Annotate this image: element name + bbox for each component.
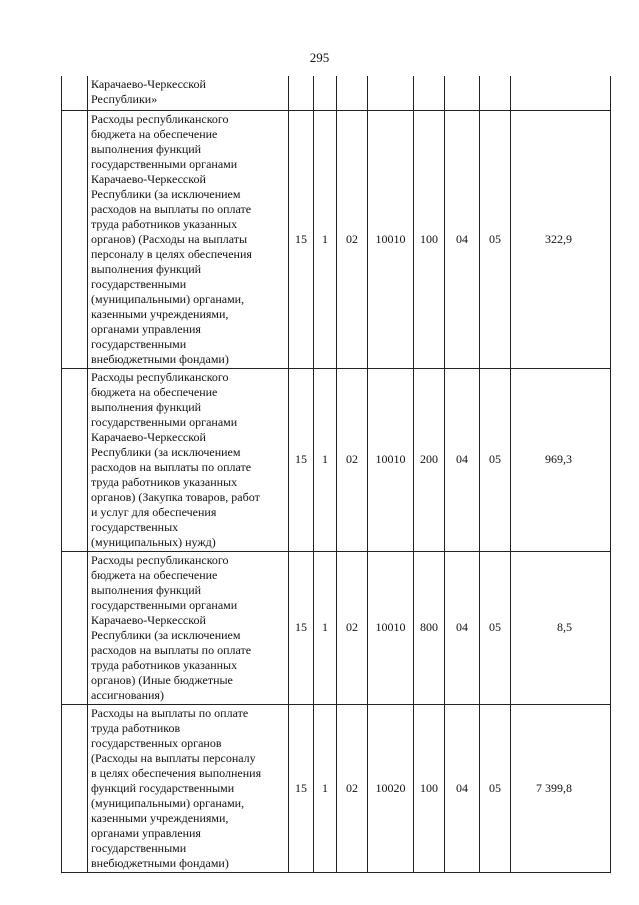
amount-cell [511, 76, 611, 110]
code-cell: 100 [414, 704, 445, 872]
expense-name-cell: Расходы республиканского бюджета на обеспечение выполнения функций государственными органами Карачаево-Черкесской Республики (за исключением расходов на выплаты по оплате труда работников указанных органов) (Иные бюджетные ассигнования) [88, 551, 289, 704]
code-cell: 15 [289, 368, 314, 551]
code-cell [289, 76, 314, 110]
expense-name-cell: Расходы республиканского бюджета на обеспечение выполнения функций государственными органами Карачаево-Черкесской Республики (за исключением расходов на выплаты по оплате труда работников указанных органов) (Расходы на выплаты персоналу в целях обеспечения выполнения функций государственными (муниципальными) органами, казенными учреждениями, органами управления государственными внебюджетными фондами) [88, 110, 289, 368]
code-cell: 10020 [368, 704, 414, 872]
code-cell: 1 [314, 368, 337, 551]
code-cell: 05 [480, 704, 511, 872]
page-number: 295 [309, 50, 330, 65]
table-row [62, 76, 611, 110]
code-cell: 10010 [368, 110, 414, 368]
code-cell: 05 [480, 551, 511, 704]
code-cell: 1 [314, 110, 337, 368]
row-number-cell [62, 76, 88, 110]
code-cell: 02 [337, 551, 368, 704]
amount-cell: 7 399,8 [511, 704, 611, 872]
code-cell: 02 [337, 704, 368, 872]
table-row [62, 704, 611, 872]
code-cell [314, 76, 337, 110]
code-cell: 02 [337, 110, 368, 368]
code-cell [414, 76, 445, 110]
code-cell [445, 76, 480, 110]
table-row [62, 368, 611, 551]
code-cell: 15 [289, 551, 314, 704]
code-cell: 1 [314, 704, 337, 872]
row-number-cell [62, 551, 88, 704]
table-row [62, 551, 611, 704]
row-number-cell [62, 704, 88, 872]
amount-cell: 969,3 [511, 368, 611, 551]
amount-cell: 8,5 [511, 551, 611, 704]
code-cell: 04 [445, 704, 480, 872]
code-cell: 200 [414, 368, 445, 551]
expense-name-cell: Карачаево-Черкесской Республики» [88, 76, 289, 110]
code-cell: 800 [414, 551, 445, 704]
code-cell: 04 [445, 551, 480, 704]
code-cell: 10010 [368, 368, 414, 551]
code-cell: 04 [445, 110, 480, 368]
code-cell [368, 76, 414, 110]
code-cell [480, 76, 511, 110]
code-cell: 1 [314, 551, 337, 704]
code-cell: 15 [289, 110, 314, 368]
code-cell: 100 [414, 110, 445, 368]
row-number-cell [62, 368, 88, 551]
code-cell: 10010 [368, 551, 414, 704]
code-cell: 05 [480, 368, 511, 551]
budget-table [61, 76, 611, 873]
table-row [62, 110, 611, 368]
code-cell: 02 [337, 368, 368, 551]
code-cell [337, 76, 368, 110]
code-cell: 05 [480, 110, 511, 368]
code-cell: 04 [445, 368, 480, 551]
expense-name-cell: Расходы на выплаты по оплате труда работников государственных органов (Расходы на выплаты персоналу в целях обеспечения выполнения функций государственными (муниципальными) органами, казенными учреждениями, органами управления государственными внебюджетными фондами) [88, 704, 289, 872]
code-cell: 15 [289, 704, 314, 872]
amount-cell: 322,9 [511, 110, 611, 368]
expense-name-cell: Расходы республиканского бюджета на обеспечение выполнения функций государственными органами Карачаево-Черкесской Республики (за исключением расходов на выплаты по оплате труда работников указанных органов) (Закупка товаров, работ и услуг для обеспечения государственных (муниципальных) нужд) [88, 368, 289, 551]
row-number-cell [62, 110, 88, 368]
